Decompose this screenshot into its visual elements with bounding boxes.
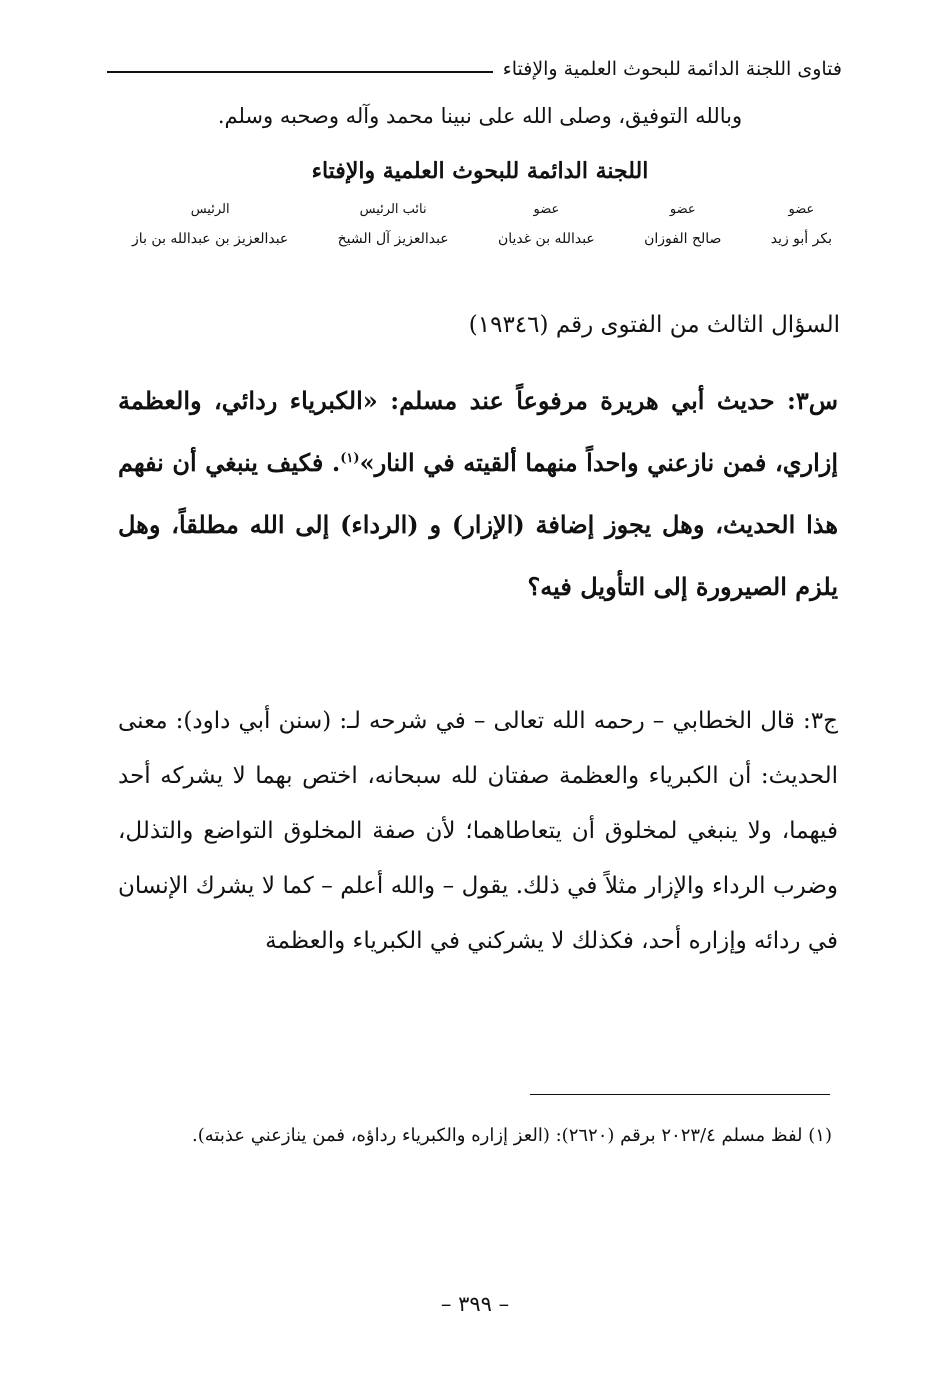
page-number: – ٣٩٩ – — [440, 1292, 510, 1316]
closing-prayer: وبالله التوفيق، وصلى الله على نبينا محمد وآله وصحبه وسلم. — [217, 104, 743, 128]
signatory — [132, 202, 288, 247]
signatory-name: عبدالعزيز بن عبدالله بن باز — [132, 231, 289, 247]
signatory-role: عضو — [788, 202, 815, 217]
question-text: س٣: حديث أبي هريرة مرفوعاً عند مسلم: «الكبرياء ردائي، والعظمة إزاري، فمن نازعني واحداً منهما ألقيته في النار» — [118, 386, 838, 477]
question-reference: السؤال الثالث من الفتوى رقم (١٩٣٤٦) — [468, 312, 840, 338]
signatory-name: عبدالله بن غديان — [497, 231, 595, 247]
running-title: فتاوى اللجنة الدائمة للبحوث العلمية والإفتاء — [502, 58, 842, 80]
signatory-role: الرئيس — [190, 202, 230, 217]
footnote-marker: (١) — [340, 451, 360, 466]
footnote-separator — [530, 1094, 830, 1095]
signatory-name: صالح الفوزان — [644, 231, 722, 247]
committee-name: اللجنة الدائمة للبحوث العلمية والإفتاء — [311, 158, 649, 184]
signatory — [771, 202, 832, 247]
signatories — [132, 202, 832, 247]
question-text-continued: . فكيف ينبغي أن نفهم هذا الحديث، وهل يجوز إضافة (الإزار) و (الرداء) إلى الله مطلقاً، وهل يلزم الصيرورة إلى التأويل فيه؟ — [118, 448, 839, 601]
signatory-name: بكر أبو زيد — [770, 231, 832, 247]
signatory — [338, 202, 449, 247]
running-header — [107, 58, 842, 80]
signatory-role: عضو — [669, 202, 696, 217]
signatory-role: عضو — [533, 202, 560, 217]
answer-paragraph: ج٣: قال الخطابي – رحمه الله تعالى – في شرحه لـ: (سنن أبي داود): معنى الحديث: أن الكبرياء والعظمة صفتان لله سبحانه، اختص بهما لا يشركه أحد فيهما، ولا ينبغي لمخلوق أن يتعاطاهما؛ لأن صفة المخلوق التواضع والتذلل، وضرب الرداء والإزار مثلاً في ذلك. يقول – والله أعلم – كما لا يشرك الإنسان في ردائه وإزاره أحد، فكذلك لا يشركني في الكبرياء والعظمة — [118, 708, 838, 954]
signatory — [498, 202, 595, 247]
signatory-name: عبدالعزيز آل الشيخ — [337, 231, 449, 247]
footnote: (١) لفظ مسلم ٢٠٢٣/٤ برقم (٢٦٢٠): (العز إزاره والكبرياء رداؤه، فمن ينازعني عذبته). — [192, 1125, 832, 1146]
signatory — [644, 202, 721, 247]
signatory-role: نائب الرئيس — [359, 202, 427, 217]
header-rule — [107, 71, 493, 73]
question-paragraph — [118, 370, 838, 618]
